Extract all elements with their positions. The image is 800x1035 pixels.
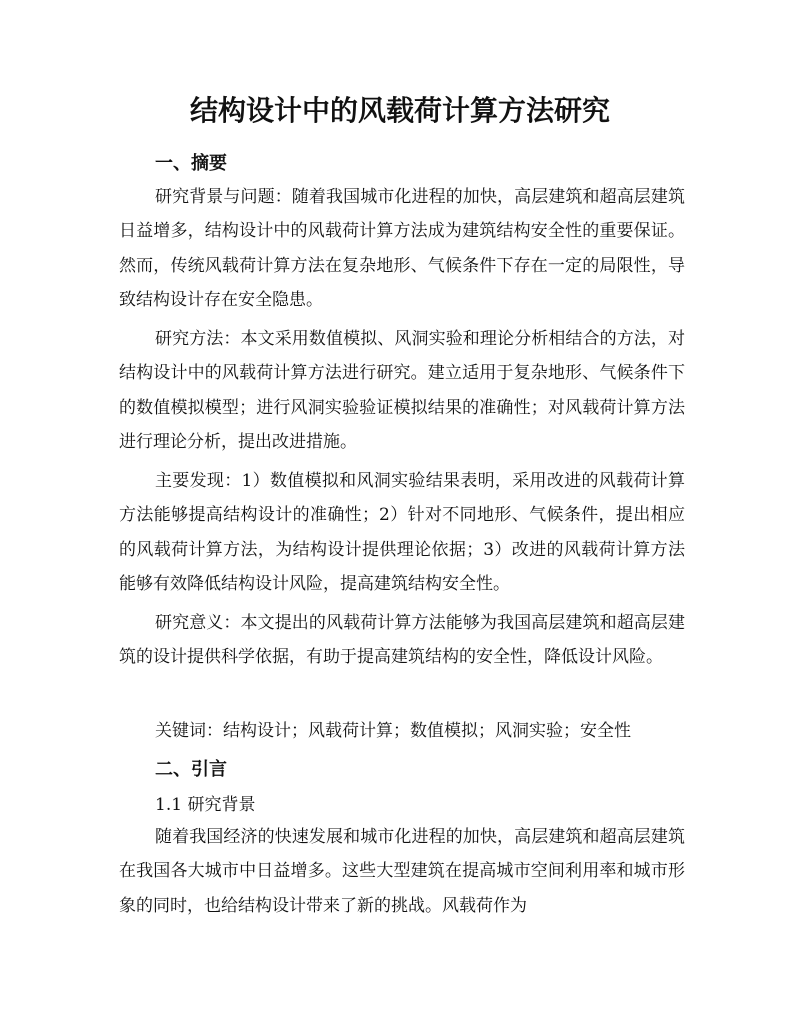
abstract-paragraph-significance: 研究意义：本文提出的风载荷计算方法能够为我国高层建筑和超高层建筑的设计提供科学依据，有助于提高建筑结构的安全性，降低设计风险。 — [119, 613, 685, 668]
document-title: 结构设计中的风载荷计算方法研究 — [189, 94, 610, 127]
section-heading-introduction: 二、引言 — [155, 759, 227, 780]
keywords-line: 关键词：结构设计；风载荷计算；数值模拟；风洞实验；安全性 — [155, 721, 631, 741]
introduction-paragraph: 随着我国经济的快速发展和城市化进程的加快，高层建筑和超高层建筑在我国各大城市中日益增多。这些大型建筑在提高城市空间利用率和城市形象的同时，也给结构设计带来了新的挑战。风载荷作为 — [119, 827, 685, 916]
subsection-heading-background: 1.1 研究背景 — [155, 795, 256, 815]
abstract-paragraph-background: 研究背景与问题：随着我国城市化进程的加快，高层建筑和超高层建筑日益增多，结构设计中的风载荷计算方法成为建筑结构安全性的重要保证。然而，传统风载荷计算方法在复杂地形、气候条件下存在一定的局限性，导致结构设计存在安全隐患。 — [119, 187, 685, 311]
abstract-paragraph-method: 研究方法：本文采用数值模拟、风洞实验和理论分析相结合的方法，对结构设计中的风载荷计算方法进行研究。建立适用于复杂地形、气候条件下的数值模拟模型；进行风洞实验验证模拟结果的准确性；对风载荷计算方法进行理论分析，提出改进措施。 — [119, 329, 685, 453]
section-heading-abstract: 一、摘要 — [155, 153, 227, 174]
abstract-paragraph-findings: 主要发现：1）数值模拟和风洞实验结果表明，采用改进的风载荷计算方法能够提高结构设计的准确性；2）针对不同地形、气候条件，提出相应的风载荷计算方法，为结构设计提供理论依据；3）改进的风载荷计算方法能够有效降低结构设计风险，提高建筑结构安全性。 — [119, 471, 685, 595]
